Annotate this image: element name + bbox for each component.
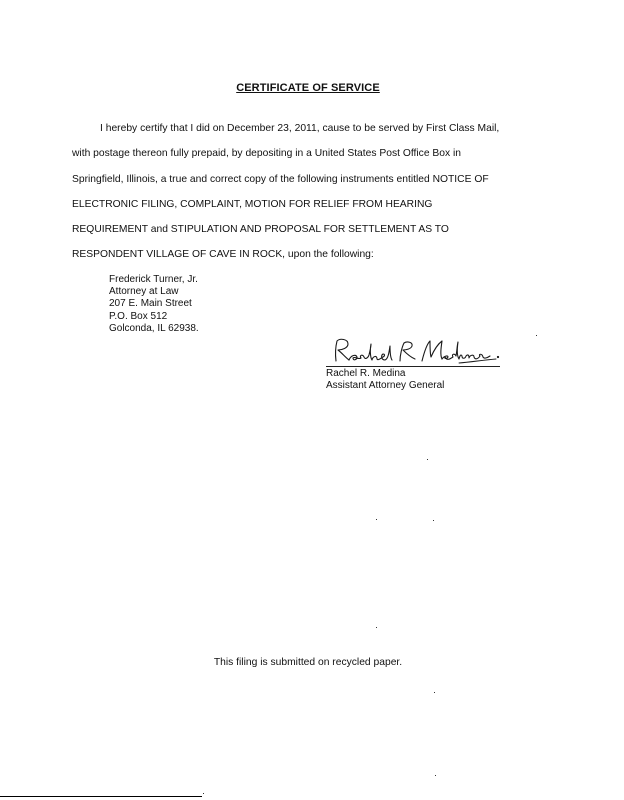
certification-line-4: ELECTRONIC FILING, COMPLAINT, MOTION FOR RELIEF FROM HEARING [72,199,433,210]
scan-speck [376,519,377,520]
handwritten-signature [326,333,502,367]
recipient-city: Golconda, IL 62938. [109,322,199,334]
scan-speck [203,793,204,794]
signature-block [326,333,502,391]
signer-name: Rachel R. Medina [326,368,406,379]
recipient-street: 207 E. Main Street [109,298,192,310]
recycled-paper-note: This filing is submitted on recycled paper. [213,657,403,668]
footnote-rule [0,796,202,797]
scan-speck [434,692,435,693]
recipient-po-box: P.O. Box 512 [109,310,168,322]
recipient-address [109,274,199,335]
scan-speck [427,459,428,460]
page-title: CERTIFICATE OF SERVICE [236,82,380,94]
certification-line-5: REQUIREMENT and STIPULATION AND PROPOSAL FOR SETTLEMENT AS TO [72,224,449,235]
certification-line-3: Springfield, Illinois, a true and correct copy of the following instruments entitled NOTICE OF [72,174,489,185]
signature-line [326,366,500,367]
certification-line-1: I hereby certify that I did on December 23, 2011, cause to be served by First Class Mail, [100,123,500,134]
recipient-title: Attorney at Law [109,286,179,298]
scan-speck [435,775,436,776]
scan-speck [376,627,377,628]
certification-line-2: with postage thereon fully prepaid, by depositing in a United States Post Office Box in [72,148,462,159]
certification-line-6: RESPONDENT VILLAGE OF CAVE IN ROCK, upon the following: [72,249,374,260]
signer-title: Assistant Attorney General [326,379,445,391]
scan-speck [536,335,537,336]
recipient-name: Frederick Turner, Jr. [109,274,198,285]
scan-speck [433,520,434,521]
